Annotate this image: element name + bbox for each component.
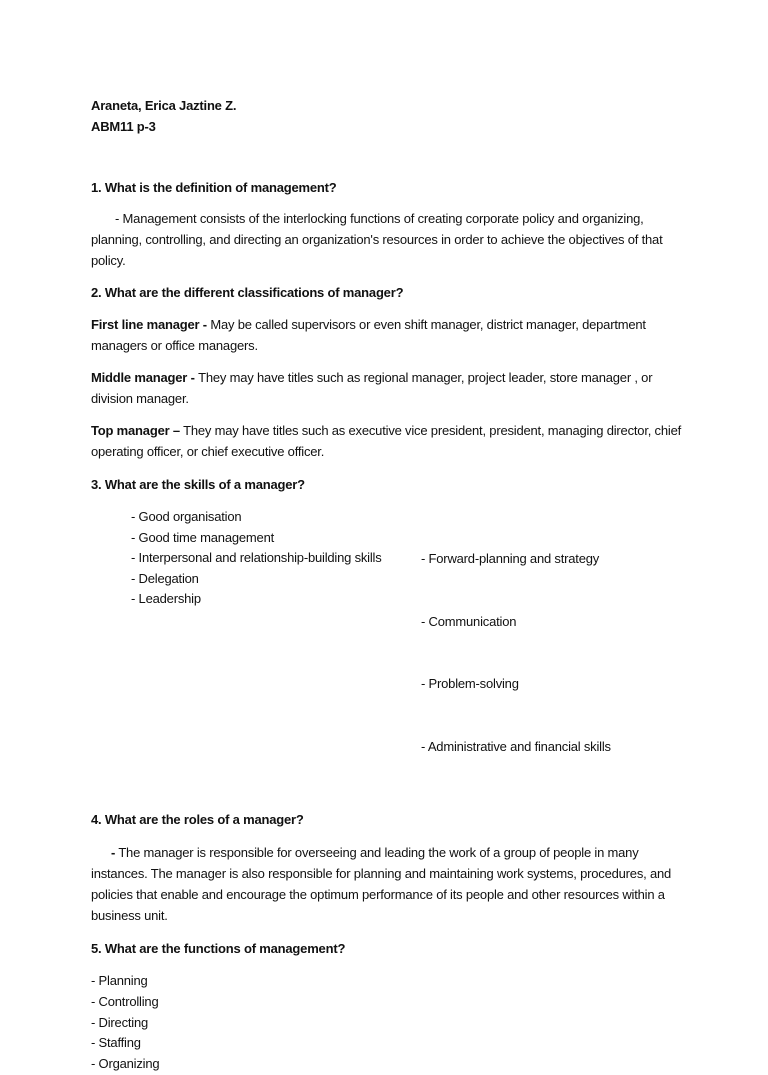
function-item: - Staffing xyxy=(91,1035,141,1051)
question-5: 5. What are the functions of management? xyxy=(91,941,346,956)
skill-item: - Forward-planning and strategy xyxy=(421,551,600,566)
answer-1: - Management consists of the interlocking functions of creating corporate policy and organizing, planning, controlling, and directing an organization's resources in order to achieve the objectives of that policy. xyxy=(91,211,663,268)
function-item: - Controlling xyxy=(91,993,159,1009)
answer-dash: - xyxy=(111,845,116,860)
skills-column-left xyxy=(131,507,421,799)
classification-term: Middle manager - xyxy=(91,370,199,385)
function-item: - Planning xyxy=(91,973,148,988)
functions-list xyxy=(91,971,691,1075)
skill-item: - Delegation xyxy=(131,570,199,586)
skill-item: - Good organisation xyxy=(131,509,242,524)
classification-first-line xyxy=(91,314,691,356)
function-item: - Organizing xyxy=(91,1056,160,1072)
answer-4-text: The manager is responsible for overseeing and leading the work of a group of people in many instances. The manager is also responsible for planning and maintaining work systems, procedures, and policies that enable and encourage the optimum performance of its people and other resources within a business unit. xyxy=(91,845,672,923)
question-2: 2. What are the different classifications of manager? xyxy=(91,285,404,300)
skill-item: - Administrative and financial skills xyxy=(421,738,611,754)
classification-text: They may have titles such as regional manager, project leader, store manager , or division manager. xyxy=(91,370,653,406)
question-3: 3. What are the skills of a manager? xyxy=(91,477,305,492)
classification-term: Top manager – xyxy=(91,423,180,438)
function-item: - Directing xyxy=(91,1014,149,1030)
document-body xyxy=(91,95,691,1075)
skill-item: - Good time management xyxy=(131,529,275,545)
question-1: 1. What is the definition of management? xyxy=(91,180,337,195)
classification-middle xyxy=(91,367,691,409)
skills-column-right xyxy=(421,507,661,799)
student-name: Araneta, Erica Jaztine Z. xyxy=(91,98,237,113)
student-section: ABM11 p-3 xyxy=(91,119,156,134)
skill-item: - Communication xyxy=(421,613,517,629)
skill-item: - Interpersonal and relationship-building skills xyxy=(131,550,382,565)
skills-list xyxy=(131,507,691,799)
classification-term: First line manager - xyxy=(91,317,211,332)
classification-text: May be called supervisors or even shift manager, district manager, department managers or office managers. xyxy=(91,317,646,353)
question-4: 4. What are the roles of a manager? xyxy=(91,812,304,827)
skill-item: - Leadership xyxy=(131,591,201,606)
skill-item: - Problem-solving xyxy=(421,676,519,691)
classification-top xyxy=(91,420,691,462)
answer-4 xyxy=(91,842,691,926)
classification-text: They may have titles such as executive vice president, president, managing director, chief operating officer, or chief executive officer. xyxy=(91,423,682,459)
